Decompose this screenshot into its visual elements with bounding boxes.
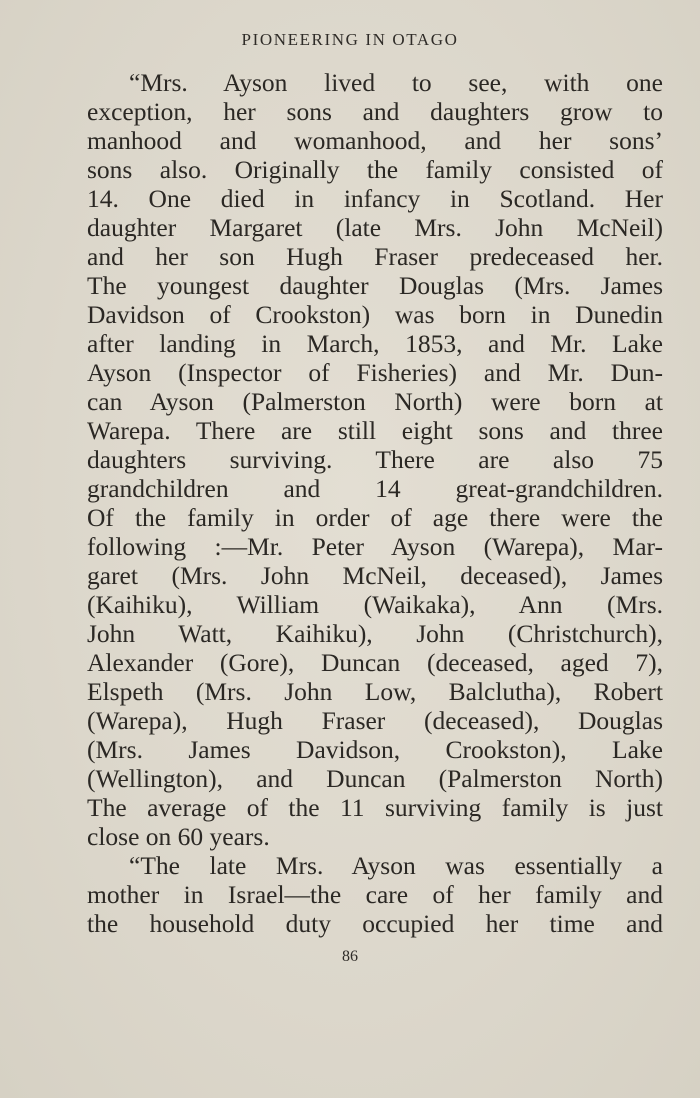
text-line: 14. One died in infancy in Scotland. Her [87,184,663,213]
text-line: (Wellington), and Duncan (Palmerston North) [87,764,663,793]
text-line: Alexander (Gore), Duncan (deceased, aged 7), [87,648,663,677]
text-line: “The late Mrs. Ayson was essentially a [129,851,663,880]
text-line: Of the family in order of age there were the [87,503,663,532]
text-line: after landing in March, 1853, and Mr. Lake [87,329,663,358]
text-line: and her son Hugh Fraser predeceased her. [87,242,663,271]
text-line: Elspeth (Mrs. John Low, Balclutha), Robert [87,677,663,706]
page-number: 86 [342,948,358,965]
text-line: Warepa. There are still eight sons and three [87,416,663,445]
text-line: following :—Mr. Peter Ayson (Warepa), Mar- [87,532,663,561]
text-line: close on 60 years. [87,822,270,851]
text-line: daughter Margaret (late Mrs. John McNeil) [87,213,663,242]
text-line: “Mrs. Ayson lived to see, with one [129,68,663,97]
text-line: manhood and womanhood, and her sons’ [87,126,663,155]
text-line: the household duty occupied her time and [87,909,663,938]
text-line: The youngest daughter Douglas (Mrs. James [87,271,663,300]
text-line: can Ayson (Palmerston North) were born at [87,387,663,416]
running-head: PIONEERING IN OTAGO [241,30,459,49]
text-line: (Mrs. James Davidson, Crookston), Lake [87,735,663,764]
text-line: John Watt, Kaihiku), John (Christchurch), [87,619,663,648]
text-line: mother in Israel—the care of her family and [87,880,663,909]
text-line: (Kaihiku), William (Waikaka), Ann (Mrs. [87,590,663,619]
text-line: garet (Mrs. John McNeil, deceased), James [87,561,663,590]
text-line: The average of the 11 surviving family is just [87,793,663,822]
text-line: exception, her sons and daughters grow to [87,97,663,126]
text-line: grandchildren and 14 great-grandchildren. [87,474,663,503]
text-line: Ayson (Inspector of Fisheries) and Mr. Dun- [87,358,663,387]
text-line: (Warepa), Hugh Fraser (deceased), Douglas [87,706,663,735]
body-text [87,68,663,938]
text-line: daughters surviving. There are also 75 [87,445,663,474]
text-line: Davidson of Crookston) was born in Dunedin [87,300,663,329]
text-line: sons also. Originally the family consisted of [87,155,663,184]
